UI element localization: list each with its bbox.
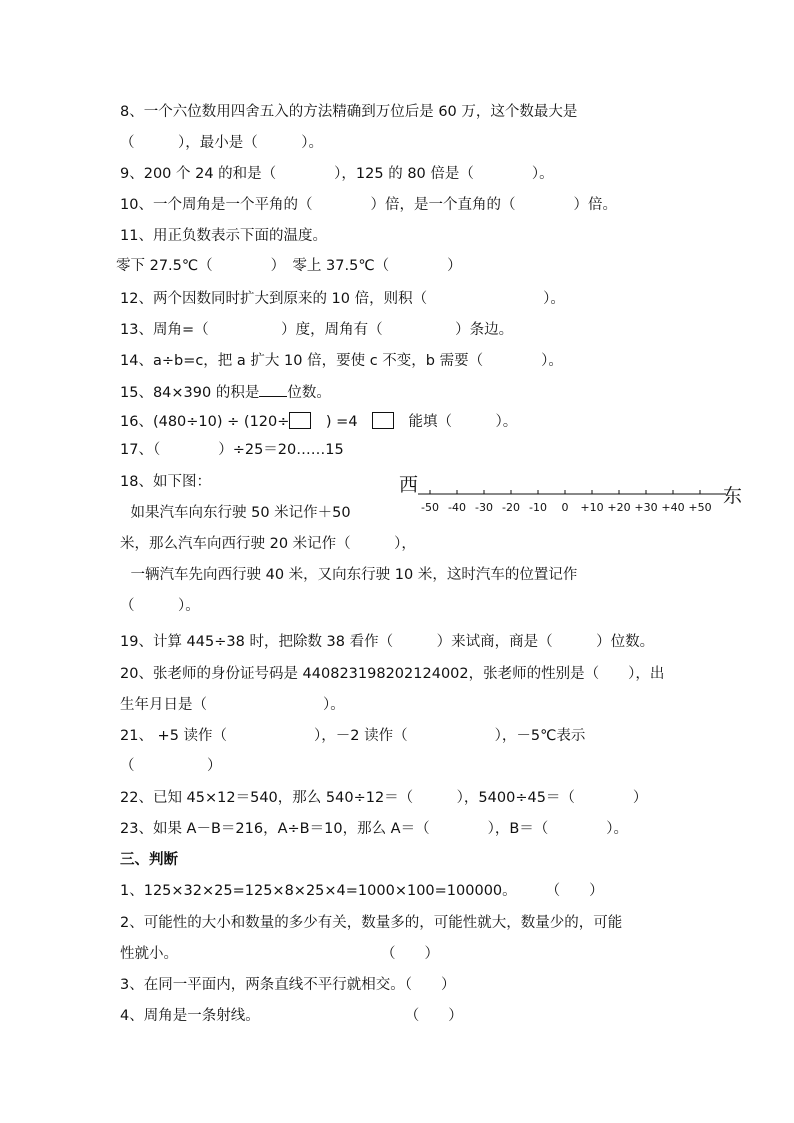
number-line-tick-label: -50	[421, 501, 439, 514]
question-15-after: 位数。	[287, 385, 331, 401]
question-17: 17、（ ）÷25＝20……15	[120, 442, 344, 458]
question-14: 14、a÷b=c，把 a 扩大 10 倍，要使 c 不变，b 需要（ ）。	[120, 353, 563, 369]
question-15	[120, 382, 331, 403]
number-line-tick-label: -10	[529, 501, 547, 514]
question-21-line2: （ ）	[120, 758, 222, 774]
judgement-4: 4、周角是一条射线。 （ ）	[120, 1008, 463, 1024]
question-20-line1: 20、张老师的身份证号码是 440823198202124002，张老师的性别是（ ），出	[120, 666, 665, 682]
answer-box	[289, 412, 311, 429]
number-line-tick-label: 0	[561, 501, 569, 514]
number-line-tick-label: -30	[475, 501, 493, 514]
question-9: 9、200 个 24 的和是（ ），125 的 80 倍是（ ）。	[120, 166, 554, 182]
west-label: 西	[399, 474, 419, 496]
question-8-line1: 8、一个六位数用四舍五入的方法精确到万位后是 60 万，这个数最大是	[120, 104, 578, 120]
number-line-tick-label: -40	[448, 501, 466, 514]
number-line	[418, 482, 728, 522]
east-label: 东	[723, 485, 743, 507]
number-line-tick-label: +50	[688, 501, 712, 514]
number-line-tick-label: +20	[607, 501, 631, 514]
question-18-line3: 米，那么汽车向西行驶 20 米记作（ ），	[120, 536, 416, 552]
question-16	[120, 412, 517, 432]
number-line-tick-label: +30	[634, 501, 658, 514]
question-10: 10、一个周角是一个平角的（ ）倍，是一个直角的（ ）倍。	[120, 197, 617, 213]
judgement-2-line2: 性就小。 （ ）	[120, 946, 439, 962]
question-18-line5: （ ）。	[120, 598, 200, 614]
question-18-line2: 如果汽车向东行驶 50 米记作＋50	[116, 505, 351, 521]
answer-box	[372, 412, 394, 429]
question-21-line1: 21、 +5 读作（ ），－2 读作（ ），－5℃表示	[120, 728, 586, 744]
question-16-part3: 能填（ ）。	[394, 414, 518, 430]
question-16-part1: 16、(480÷10) ÷ (120÷	[120, 414, 290, 430]
question-19: 19、计算 445÷38 时，把除数 38 看作（ ）来试商，商是（ ）位数。	[120, 634, 655, 650]
judgement-2-line1: 2、可能性的大小和数量的多少有关，数量多的，可能性就大，数量少的，可能	[120, 915, 623, 931]
question-15-before: 15、84×390 的积是	[120, 385, 260, 401]
question-13: 13、周角=（ ）度，周角有（ ）条边。	[120, 322, 514, 338]
section-title-judgement: 三、判断	[120, 852, 178, 868]
question-8-line2: （ ），最小是（ ）。	[120, 135, 323, 151]
number-line-tick-label: +40	[661, 501, 685, 514]
question-11-line1: 11、用正负数表示下面的温度。	[120, 228, 327, 244]
question-18-line1: 18、如下图：	[120, 474, 211, 490]
question-11-line2: 零下 27.5℃（ ） 零上 37.5℃（ ）	[116, 258, 462, 274]
question-20-line2: 生年月日是（ ）。	[120, 697, 345, 713]
answer-blank	[259, 382, 287, 397]
judgement-3: 3、在同一平面内，两条直线不平行就相交。（ ）	[120, 977, 456, 993]
judgement-1: 1、125×32×25=125×8×25×4=1000×100=100000。 （ ）	[120, 883, 604, 899]
number-line-tick-label: +10	[580, 501, 604, 514]
question-22: 22、已知 45×12＝540，那么 540÷12＝（ ），5400÷45＝（ ）	[120, 790, 648, 806]
question-16-part2: ) =4	[311, 414, 373, 430]
number-line-tick-label: -20	[502, 501, 520, 514]
question-23: 23、如果 A－B＝216，A÷B＝10，那么 A＝（ ），B＝（ ）。	[120, 821, 629, 837]
question-12: 12、两个因数同时扩大到原来的 10 倍，则积（ ）。	[120, 291, 565, 307]
question-18-line4: 一辆汽车先向西行驶 40 米，又向东行驶 10 米，这时汽车的位置记作	[116, 567, 578, 583]
